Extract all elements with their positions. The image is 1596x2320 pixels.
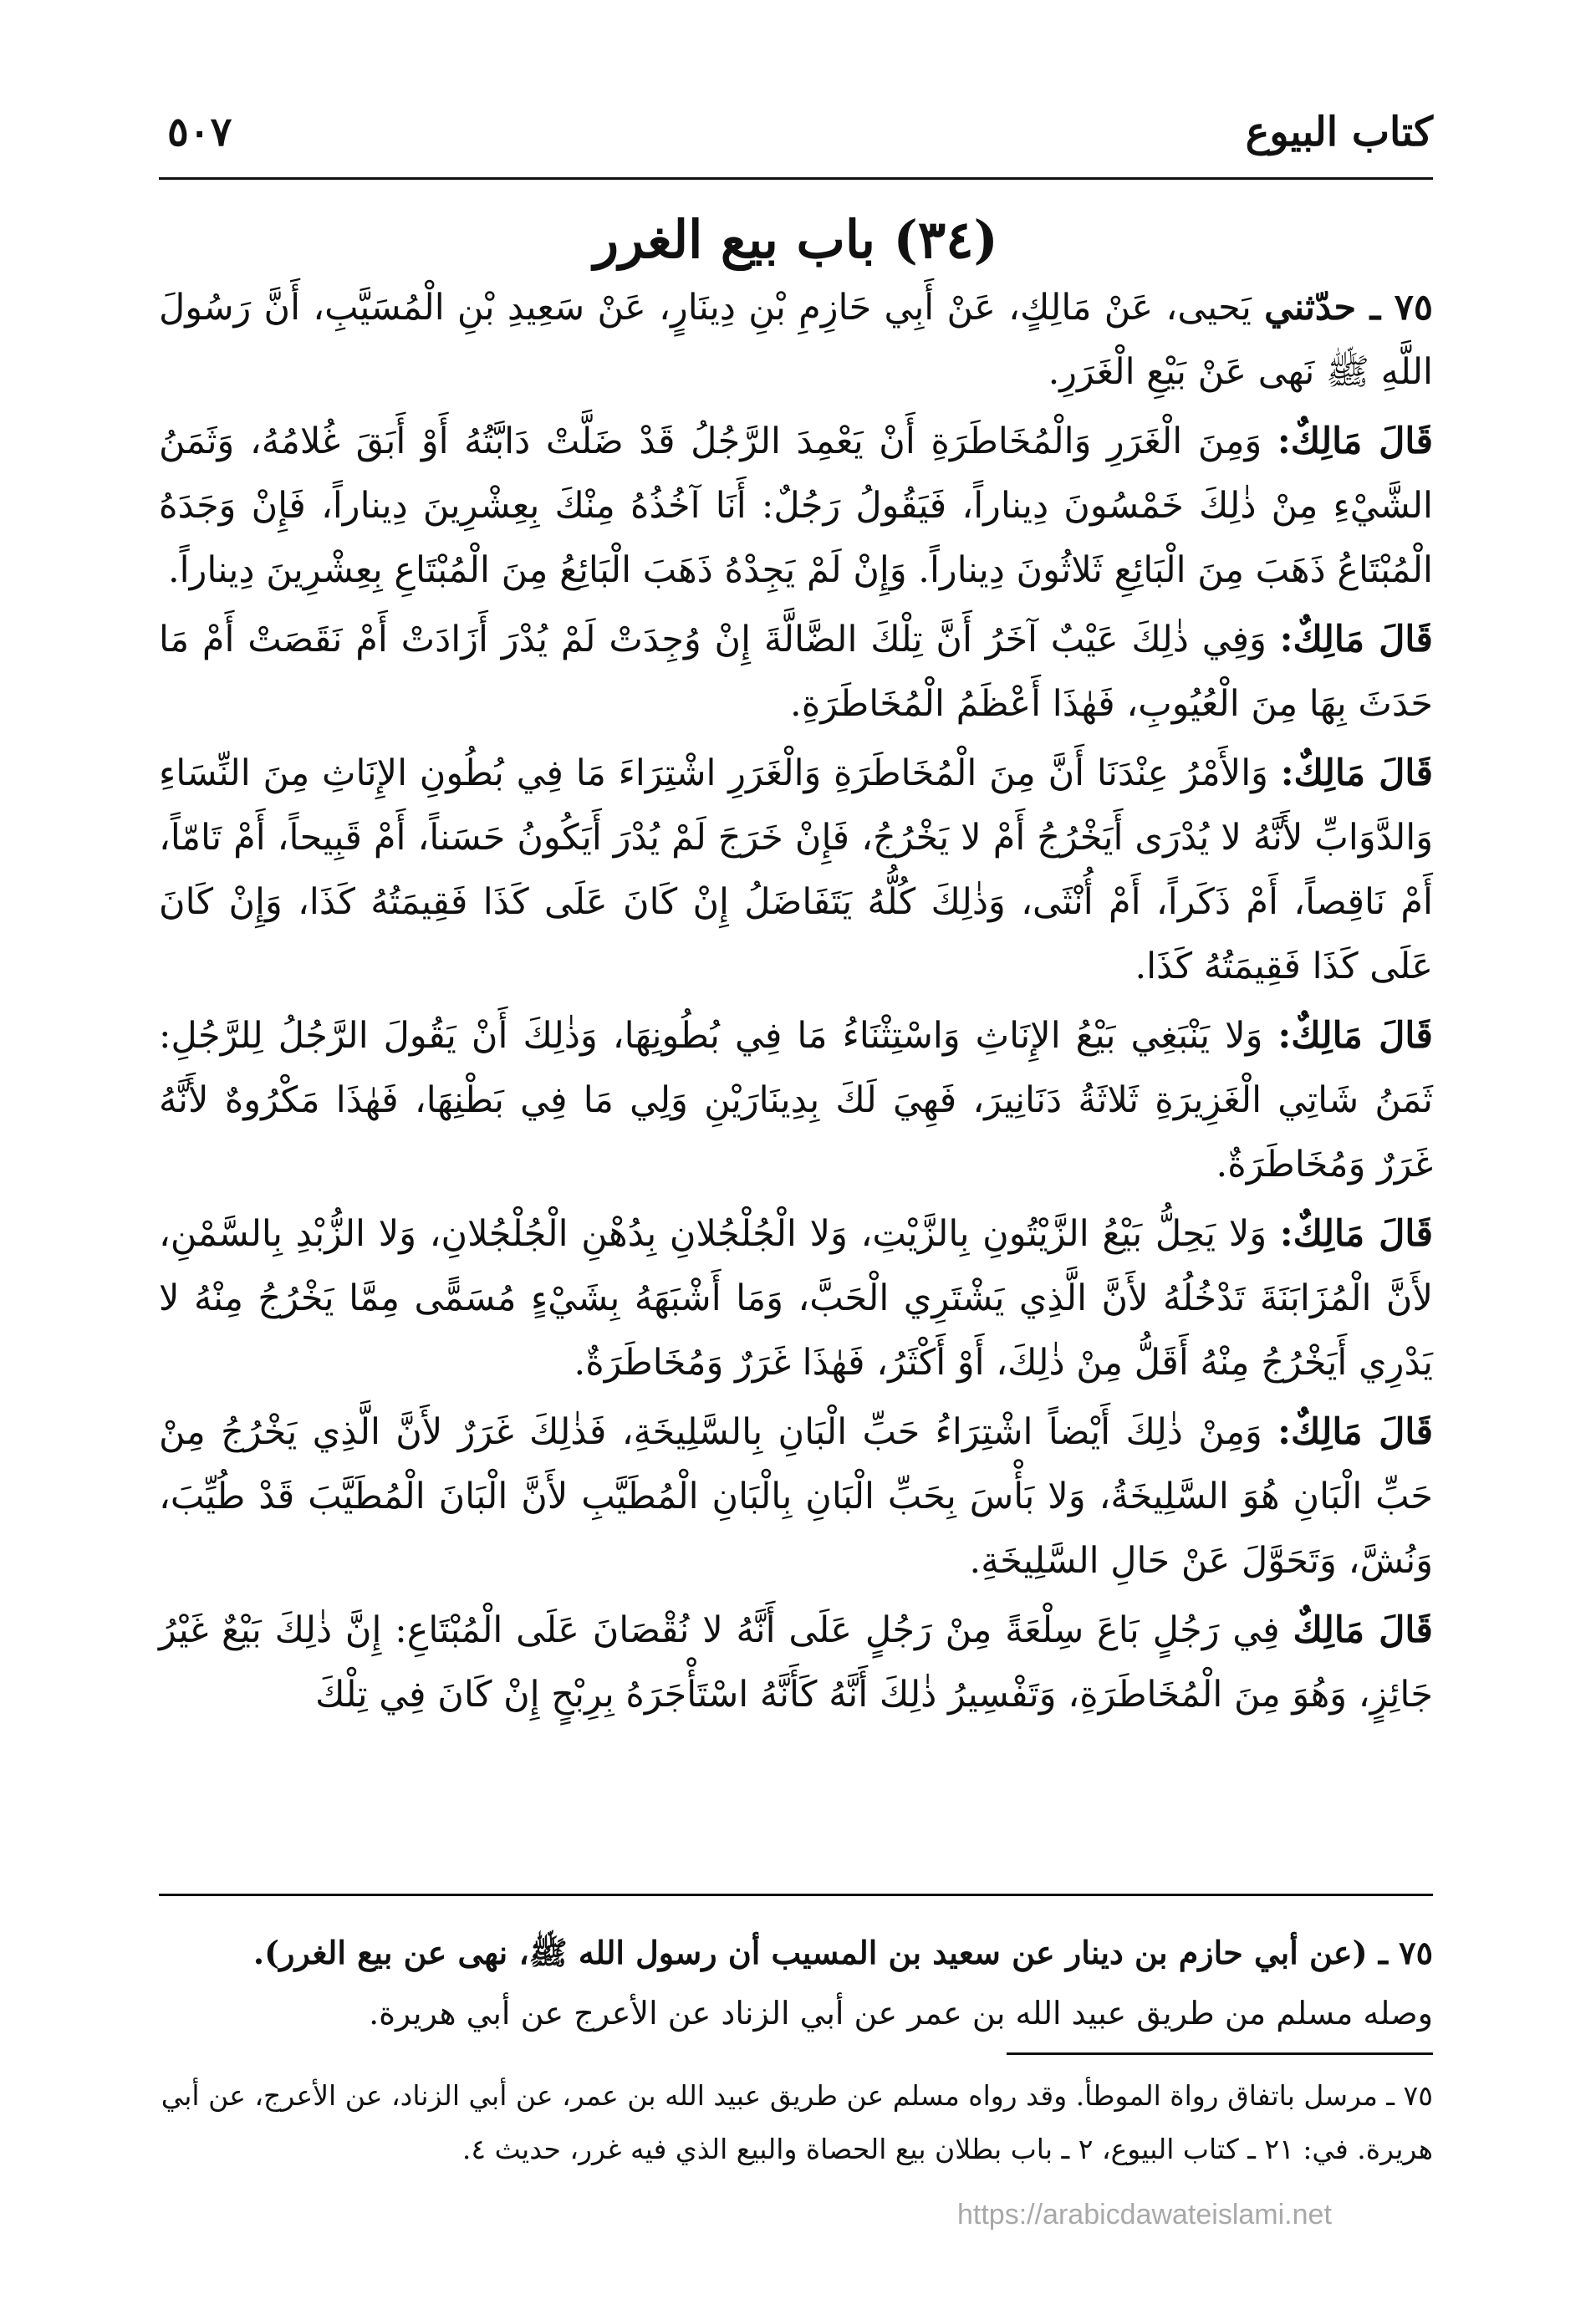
paragraph-text: وَلا يَحِلُّ بَيْعُ الزَّيْتُونِ بِالزَّيْتِ، وَلا الْجُلْجُلانِ بِدُهْنِ الْجُلْجُلانِ، وَلا الزُّبْدِ بِالسَّمْنِ، لأَنَّ الْمُزَابَنَةَ تَدْخُلُهُ لأَنَّ الَّذِي يَشْتَرِي الْحَبَّ، وَمَا أَشْبَهَهُ بِشَيْءٍ مُسَمًّى مِمَّا يَخْرُجُ مِنْهُ لا يَدْرِي أَيَخْرُجُ مِنْهُ أَقَلُّ مِنْ ذٰلِكَ، أَوْ أَكْثَرُ، فَهٰذَا غَرَرٌ وَمُخَاطَرَةٌ. <box>159 1213 1434 1384</box>
speaker-label: قَالَ مَالِكٌ: <box>1279 1213 1434 1255</box>
note-body: وصله مسلم من طريق عبيد الله بن عمر عن أبي الزناد عن الأعرج عن أبي هريرة. <box>369 1995 1433 2032</box>
paragraph-malik-3 <box>159 742 1433 999</box>
paragraph-hadith-75 <box>159 276 1433 405</box>
paragraph-malik-1 <box>159 410 1433 603</box>
watermark-url: https://arabicdawateislami.net <box>957 2199 1332 2231</box>
speaker-label: قَالَ مَالِكٌ: <box>1280 752 1434 794</box>
notes-divider <box>159 1894 1433 1896</box>
paragraph-text: وَالأَمْرُ عِنْدَنَا أَنَّ مِنَ الْمُخَاطَرَةِ وَالْغَرَرِ اشْتِرَاءَ مَا فِي بُطُونِ الإِنَاثِ مِنَ النِّسَاءِ وَالدَّوَابِّ لأَنَّهُ لا يُدْرَى أَيَخْرُجُ أَمْ لا يَخْرُجُ، فَإِنْ خَرَجَ لَمْ يُدْرَ أَيَكُونُ حَسَناً، أَمْ قَبِيحاً، أَمْ تَامّاً، أَمْ نَاقِصاً، أَمْ ذَكَراً، أَمْ أُنْثَى، وَذٰلِكَ كُلُّهُ يَتَفَاضَلُ إِنْ كَانَ عَلَى كَذَا فَقِيمَتُهُ كَذَا، وَإِنْ كَانَ عَلَى كَذَا فَقِيمَتُهُ كَذَا. <box>159 752 1433 987</box>
speaker-label: قَالَ مَالِكٌ: <box>1277 1411 1433 1453</box>
header-divider <box>159 177 1433 180</box>
paragraph-text: وَلا يَنْبَغِي بَيْعُ الإِنَاثِ وَاسْتِثْنَاءُ مَا فِي بُطُونِهَا، وَذٰلِكَ أَنْ يَقُولَ الرَّجُلُ لِلرَّجُلِ: ثَمَنُ شَاتِي الْغَزِيرَةِ ثَلاثَةُ دَنَانِيرَ، فَهِيَ لَكَ بِدِينَارَيْنِ وَلِي مَا فِي بَطْنِهَا، فَهٰذَا مَكْرُوهٌ لأَنَّهُ غَرَرٌ وَمُخَاطَرَةٌ. <box>159 1015 1433 1185</box>
paragraph-text: وَفِي ذٰلِكَ عَيْبٌ آخَرُ أَنَّ تِلْكَ الضَّالَّةَ إِنْ وُجِدَتْ لَمْ يُدْرَ أَزَادَتْ أَمْ نَقَصَتْ أَمْ مَا حَدَثَ بِهَا مِنَ الْعُيُوبِ، فَهٰذَا أَعْظَمُ الْمُخَاطَرَةِ. <box>159 619 1433 725</box>
page-number: ٥٠٧ <box>167 109 232 156</box>
chapter-title: (٣٤) باب بيع الغرر <box>594 209 998 270</box>
speaker-label: قَالَ مَالِكٌ: <box>1277 1015 1433 1057</box>
paragraph-text: وَمِنَ الْغَرَرِ وَالْمُخَاطَرَةِ أَنْ يَعْمِدَ الرَّجُلُ قَدْ ضَلَّتْ دَابَّتُهُ أَوْ أَبَقَ غُلامُهُ، وَثَمَنُ الشَّيْءِ مِنْ ذٰلِكَ خَمْسُونَ دِيناراً، فَيَقُولُ رَجُلٌ: أَنَا آخُذُهُ مِنْكَ بِعِشْرِينَ دِيناراً، فَإِنْ وَجَدَهُ الْمُبْتَاعُ ذَهَبَ مِنَ الْبَائِعِ ثَلاثُونَ دِيناراً. وَإِنْ لَمْ يَجِدْهُ ذَهَبَ الْبَائِعُ مِنَ الْمُبْتَاعِ بِعِشْرِينَ دِيناراً. <box>159 421 1433 591</box>
paragraph-malik-6 <box>159 1400 1433 1593</box>
note-heading: ٧٥ ـ (عن أبي حازم بن دينار عن سعيد بن المسيب أن رسول الله ﷺ، نهى عن بيع الغرر). <box>252 1934 1433 1971</box>
paragraph-malik-4 <box>159 1004 1433 1197</box>
hadith-lead: ٧٥ ـ حدّثني <box>1264 287 1433 329</box>
paragraph-text: وَمِنْ ذٰلِكَ أَيْضاً اشْتِرَاءُ حَبِّ الْبَانِ بِالسَّلِيخَةِ، فَذٰلِكَ غَرَرٌ لأَنَّ الَّذِي يَخْرُجُ مِنْ حَبِّ الْبَانِ هُوَ السَّلِيخَةُ، وَلا بَأْسَ بِحَبِّ الْبَانِ بِالْبَانِ الْمُطَيَّبِ لأَنَّ الْبَانَ الْمُطَيَّبَ قَدْ طُيِّبَ، وَنُشَّ، وَتَحَوَّلَ عَنْ حَالِ السَّلِيخَةِ. <box>159 1411 1433 1582</box>
paragraph-malik-5 <box>159 1202 1433 1395</box>
footnote-divider <box>1007 2052 1433 2055</box>
paragraph-malik-7 <box>159 1599 1433 1727</box>
paragraph-malik-2 <box>159 608 1433 737</box>
speaker-label: قَالَ مَالِكٌ: <box>1277 421 1434 462</box>
paragraph-text: فِي رَجُلٍ بَاعَ سِلْعَةً مِنْ رَجُلٍ عَلَى أَنَّهُ لا نُقْصَانَ عَلَى الْمُبْتَاعِ: إِنَّ ذٰلِكَ بَيْعٌ غَيْرُ جَائِزٍ، وَهُوَ مِنَ الْمُخَاطَرَةِ، وَتَفْسِيرُ ذٰلِكَ أَنَّهُ كَأَنَّهُ اسْتَأْجَرَهُ بِرِبْحٍ إِنْ كَانَ فِي تِلْكَ <box>159 1609 1433 1716</box>
footnote-references: ٧٥ ـ مرسل باتفاق رواة الموطأ. وقد رواه مسلم عن طريق عبيد الله بن عمر، عن أبي الزناد، عن الأعرج، عن أبي هريرة. في: ٢١ ـ كتاب البيوع، ٢ ـ باب بطلان بيع الحصاة والبيع الذي فيه غرر، حديث ٤. <box>161 2079 1433 2165</box>
speaker-label: قَالَ مَالِكٌ <box>1293 1609 1433 1651</box>
book-title: كتاب البيوع <box>1245 109 1433 156</box>
commentary-notes <box>159 1923 1433 2043</box>
running-head <box>159 100 1433 167</box>
speaker-label: قَالَ مَالِكٌ: <box>1279 619 1433 660</box>
paragraph-text: يَحيى، عَنْ مَالِكٍ، عَنْ أَبِي حَازِمِ بْنِ دِينَارٍ، عَنْ سَعِيدِ بْنِ الْمُسَيَّبِ، أَنَّ رَسُولَ اللَّهِ ﷺ نَهى عَنْ بَيْعِ الْغَرَرِ. <box>159 287 1433 393</box>
main-text <box>159 276 1433 1732</box>
